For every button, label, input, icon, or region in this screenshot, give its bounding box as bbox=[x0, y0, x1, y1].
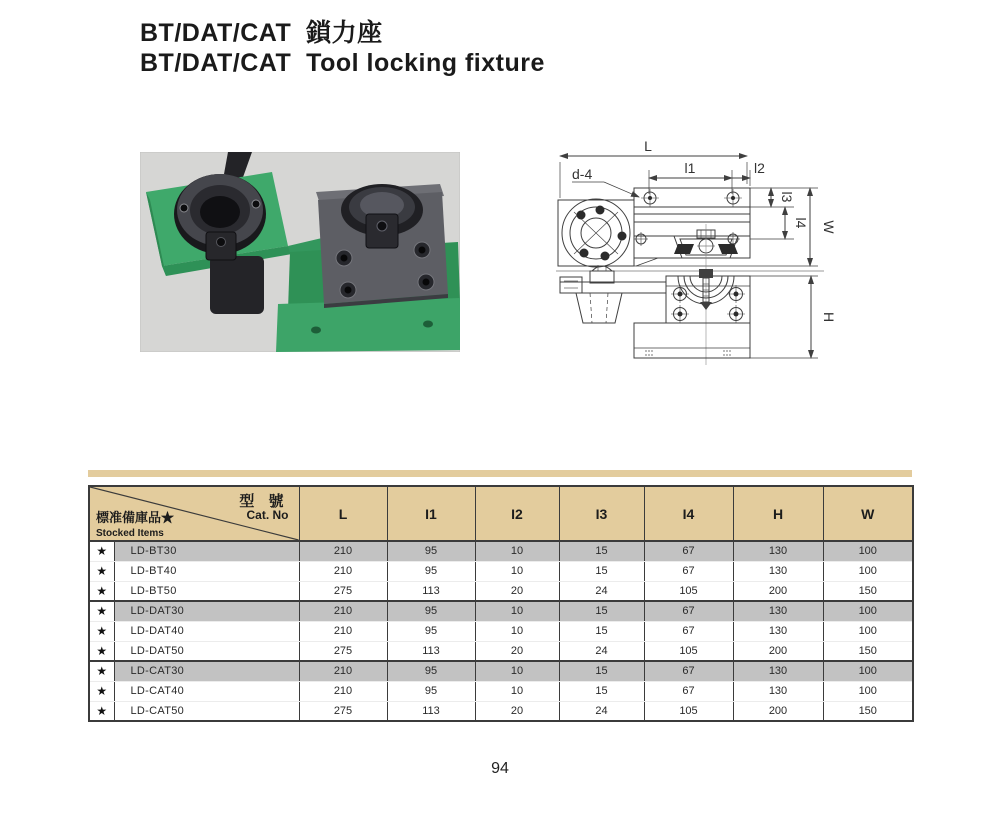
value-I4: 67 bbox=[644, 601, 733, 621]
value-I2: 10 bbox=[475, 541, 559, 561]
dim-label-d4: d-4 bbox=[572, 166, 593, 182]
value-I4: 67 bbox=[644, 541, 733, 561]
base-hole-marks bbox=[646, 350, 730, 357]
table-row bbox=[89, 641, 913, 661]
value-I1: 95 bbox=[387, 561, 475, 581]
value-I3: 15 bbox=[559, 681, 644, 701]
value-I2: 10 bbox=[475, 681, 559, 701]
cat-no-label-en: Cat. No bbox=[246, 508, 289, 522]
model-name: LD-DAT30 bbox=[114, 601, 299, 621]
value-I1: 95 bbox=[387, 621, 475, 641]
table-row bbox=[89, 601, 913, 621]
stocked-star: ★ bbox=[89, 681, 114, 701]
model-name: LD-CAT50 bbox=[114, 701, 299, 721]
value-H: 130 bbox=[733, 601, 823, 621]
stocked-star: ★ bbox=[89, 561, 114, 581]
model-name: LD-CAT40 bbox=[114, 681, 299, 701]
value-L: 210 bbox=[299, 561, 387, 581]
value-L: 210 bbox=[299, 601, 387, 621]
value-I3: 15 bbox=[559, 541, 644, 561]
table-row bbox=[89, 541, 913, 561]
dim-label-l1: l1 bbox=[684, 160, 696, 176]
value-W: 100 bbox=[823, 561, 913, 581]
page-number: 94 bbox=[491, 760, 509, 777]
stocked-items-label-en: Stocked Items bbox=[96, 528, 164, 539]
value-I3: 24 bbox=[559, 641, 644, 661]
value-L: 210 bbox=[299, 661, 387, 681]
table-top-rule bbox=[88, 470, 912, 477]
table-row bbox=[89, 661, 913, 681]
value-I3: 15 bbox=[559, 601, 644, 621]
stocked-star: ★ bbox=[89, 541, 114, 561]
col-header-L: L bbox=[299, 486, 387, 541]
table-row bbox=[89, 681, 913, 701]
value-L: 275 bbox=[299, 641, 387, 661]
dim-label-H: H bbox=[821, 311, 837, 323]
col-header-I3: I3 bbox=[559, 486, 644, 541]
stocked-star: ★ bbox=[89, 581, 114, 601]
value-H: 130 bbox=[733, 681, 823, 701]
value-I4: 67 bbox=[644, 621, 733, 641]
model-name: LD-BT30 bbox=[114, 541, 299, 561]
value-I2: 20 bbox=[475, 581, 559, 601]
table-row bbox=[89, 581, 913, 601]
value-W: 100 bbox=[823, 601, 913, 621]
value-L: 210 bbox=[299, 541, 387, 561]
value-I2: 10 bbox=[475, 601, 559, 621]
value-H: 200 bbox=[733, 641, 823, 661]
value-I2: 10 bbox=[475, 621, 559, 641]
body-bolt-holes bbox=[634, 189, 742, 246]
value-I4: 67 bbox=[644, 681, 733, 701]
table-row bbox=[89, 621, 913, 641]
table-row bbox=[89, 561, 913, 581]
value-I4: 105 bbox=[644, 641, 733, 661]
stocked-star: ★ bbox=[89, 621, 114, 641]
flange-bolts bbox=[577, 206, 627, 261]
value-I2: 10 bbox=[475, 561, 559, 581]
value-L: 210 bbox=[299, 681, 387, 701]
value-I1: 95 bbox=[387, 681, 475, 701]
col-header-H: H bbox=[733, 486, 823, 541]
value-I3: 15 bbox=[559, 561, 644, 581]
value-I4: 67 bbox=[644, 661, 733, 681]
dim-label-l3: l3 bbox=[779, 191, 795, 203]
model-name: LD-BT40 bbox=[114, 561, 299, 581]
value-I1: 113 bbox=[387, 701, 475, 721]
stocked-star: ★ bbox=[89, 601, 114, 621]
toolholder-taper bbox=[576, 293, 622, 323]
value-L: 210 bbox=[299, 621, 387, 641]
value-I3: 15 bbox=[559, 661, 644, 681]
title-line-chinese: BT/DAT/CAT 鎖力座 bbox=[140, 19, 383, 47]
model-name: LD-BT50 bbox=[114, 581, 299, 601]
value-L: 275 bbox=[299, 581, 387, 601]
value-W: 100 bbox=[823, 681, 913, 701]
value-I2: 20 bbox=[475, 641, 559, 661]
model-name: LD-DAT50 bbox=[114, 641, 299, 661]
table-header-row bbox=[89, 486, 913, 541]
value-W: 150 bbox=[823, 701, 913, 721]
stocked-items-label-zh: 標准備庫品★ bbox=[96, 510, 175, 525]
value-W: 100 bbox=[823, 541, 913, 561]
value-I2: 10 bbox=[475, 661, 559, 681]
value-H: 130 bbox=[733, 561, 823, 581]
dim-label-l2: l2 bbox=[754, 160, 765, 176]
dim-label-W: W bbox=[821, 220, 837, 234]
col-header-I2: I2 bbox=[475, 486, 559, 541]
dimension-drawing bbox=[528, 118, 890, 405]
model-name: LD-CAT30 bbox=[114, 661, 299, 681]
dim-label-L: L bbox=[644, 138, 652, 154]
col-header-I1: I1 bbox=[387, 486, 475, 541]
product-photo bbox=[140, 152, 460, 352]
col-header-W: W bbox=[823, 486, 913, 541]
stocked-star: ★ bbox=[89, 641, 114, 661]
value-I4: 105 bbox=[644, 581, 733, 601]
value-H: 130 bbox=[733, 661, 823, 681]
value-I3: 24 bbox=[559, 581, 644, 601]
value-I4: 67 bbox=[644, 561, 733, 581]
value-H: 130 bbox=[733, 541, 823, 561]
value-I2: 20 bbox=[475, 701, 559, 721]
table-row bbox=[89, 701, 913, 721]
value-I1: 95 bbox=[387, 601, 475, 621]
value-I3: 24 bbox=[559, 701, 644, 721]
value-I3: 15 bbox=[559, 621, 644, 641]
toolholder-body bbox=[210, 256, 264, 314]
cat-no-header-cell bbox=[89, 486, 299, 541]
value-H: 200 bbox=[733, 701, 823, 721]
stocked-star: ★ bbox=[89, 701, 114, 721]
value-I1: 95 bbox=[387, 541, 475, 561]
value-L: 275 bbox=[299, 701, 387, 721]
stocked-star: ★ bbox=[89, 661, 114, 681]
value-H: 130 bbox=[733, 621, 823, 641]
col-header-I4: I4 bbox=[644, 486, 733, 541]
value-I1: 113 bbox=[387, 581, 475, 601]
page-title bbox=[140, 18, 545, 78]
value-W: 150 bbox=[823, 641, 913, 661]
model-name: LD-DAT40 bbox=[114, 621, 299, 641]
cat-no-label-zh: 型 號 bbox=[239, 493, 289, 510]
value-W: 150 bbox=[823, 581, 913, 601]
value-I4: 105 bbox=[644, 701, 733, 721]
dim-label-l4: l4 bbox=[793, 217, 809, 229]
title-line-english: BT/DAT/CAT Tool locking fixture bbox=[140, 49, 545, 77]
value-W: 100 bbox=[823, 621, 913, 641]
value-I1: 113 bbox=[387, 641, 475, 661]
value-I1: 95 bbox=[387, 661, 475, 681]
spec-table bbox=[88, 485, 914, 722]
value-W: 100 bbox=[823, 661, 913, 681]
value-H: 200 bbox=[733, 581, 823, 601]
